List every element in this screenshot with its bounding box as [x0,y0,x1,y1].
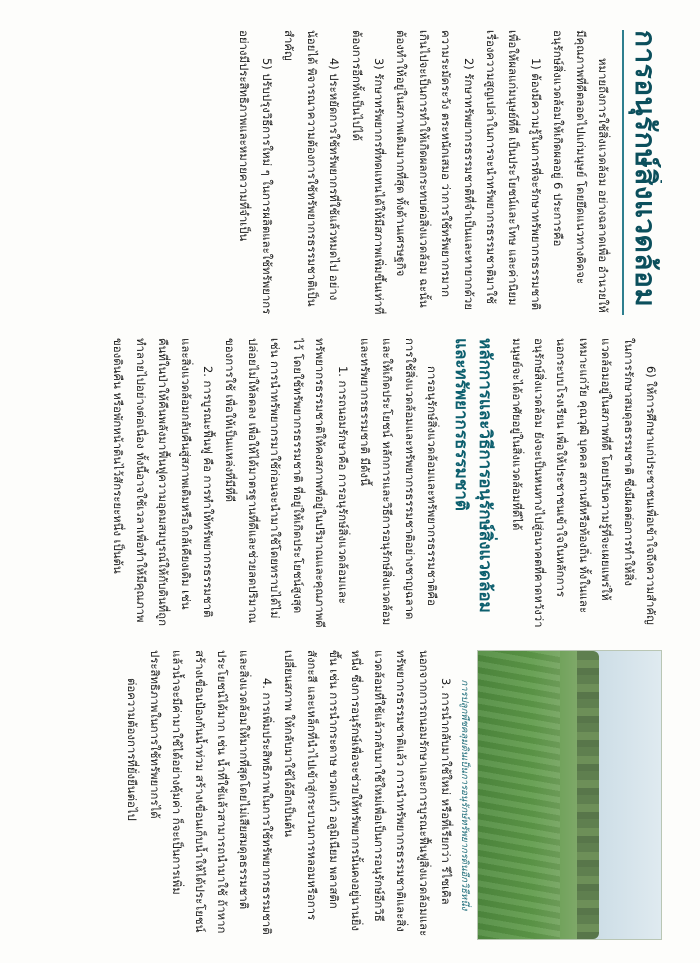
principle-3: 3) รักษาทรัพยากรที่ทดแทนได้ให้มีสภาพเพิ่มขึ้นเท่าที่ต้องการอีกทั้งเป็นไปได้ [349,30,386,315]
method-2: 2. การบูรณะฟื้นฟู คือ การทำให้ทรัพยากรธรรมชาติและสิ่งแวดล้อมกลับคืนสู่สภาพเดิมหรือใกล้เคียงเดิม เช่น คืนที่ในป่าให้คืนพลังมาฟื้นฟูความอุดมสมบูรณ์ให้กับดินที่ถูกทำลายไปอย่างต่อเนื่อง ทั้งนี้อาจใช้เวลาเพื่อทำให้มีคุณภาพของดินคืน หรือพักหน้าดินไว้สักระยะหนึ่ง เป็นต้น [111,338,216,626]
photo-tree-line [573,651,599,939]
method-1: 1. การถนอมรักษาคือ การอนุรักษ์สิ่งแวดล้อมและทรัพยากรธรรมชาติให้คงสภาพที่อยู่ในปริมาณและคุณภาพดีไว้ โดยใช้ทรัพยากรธรรมชาติ ที่อยู่ให้เกิดประโยชน์สูงสุด เช่น การนำทรัพยากรมาใช้ก่อนจะนำมาใช้โดยทราบได้ไม่ปล่อยไม่ให้ลดลง เพื่อให้ได้มาตรฐานที่ดีและช่วยลดปริมาณของการใช้ เพื่อให้เป็นแหล่งที่มีที่ดี [223,338,350,628]
photo-caption: การปลูกพืชคลุมดินเป็นการอนุรักษ์ทรัพยากรดินอีกวิธีหนึ่ง [459,679,470,911]
cover-crop-photo [477,650,662,940]
section-heading: หลักการและวิธีการอนุรักษ์สิ่งแวดล้อมและทรัพยากรธรรมชาติ [451,338,496,613]
document-title: การอนุรักษ์สิ่งแวดล้อม [622,30,662,315]
method-3: 3. การนำกลับมาใช้ใหม่ หรือที่เรียกว่า รีไซเคิล นอกจากการถนอมรักษาและการบูรณะฟื้นฟูสิ่งแวดล้อมและทรัพยากรธรรมชาติแล้ว การนำทรัพยากรธรรมชาติและสิ่งแวดล้อมที่ใช้แล้วกลับมาใช้ใหม่เพื่อเป็นการอนุรักษ์อีกวิธีหนึ่ง ซึ่งการอนุรักษ์เพื่อจะช่วยให้ทรัพยากรนั้นคงอยู่นานยิ่งขึ้น เช่น การนำกระดาษ ขวดแก้ว อลูมิเนียม พลาสติก สังกะสี และเหล็กที่นำไปเข้าสู่กระบวนการหลอมหรือการเปลี่ยนสภาพ ให้กลับมาใช้ได้อีกเป็นต้น [282,650,453,937]
principle-6: 6) ให้การศึกษาแก่ประชาชนเพื่อเข้าใจถึงความสำคัญในการรักษาสมดุลธรรมชาติ ซึ่งมีผลต่อการทำให้สิ่งแวดล้อมอยู่ในสภาพที่ดี โดยปรับความรู้ที่จะเผยแพร่ให้เหมาะแก่วัย คุณวุฒิ บุคคล สถานที่หรือท้องถิ่น ทั้งในและนอกระบบโรงเรียน เพื่อให้ประชาชนเข้าใจในหลักการอนุรักษ์สิ่งแวดล้อม ยังจะเป็นหนทางไปสู่อนาคตที่คาดหวังว่ามนุษย์จะได้อาศัยอยู่ในสิ่งแวดล้อมที่ดีได้ [509,338,658,628]
principle-2: 2) รักษาทรัพยากรธรรมชาติที่จำเป็นและหายากด้วยความระมัดระวัง ตระหนักเสมอ ว่าการใช้ทรัพยากรมากเกินไปจะเป็นการทำให้เกิดผลกระทบต่อสิ่งแวดล้อม ฉะนั้นต้องทำให้อยู่ในสภาพเดิมมากที่สุด ทั้งด้านเศรษฐกิจ [394,30,476,310]
principle-1: 1) ต้องมีความรู้ในการที่จะรักษาทรัพยากรธรรมชาติเพื่อให้ผลแก่มนุษย์ที่ดี เป็นประโยชน์และโทษ และค่านิยมเรื่องความสูญเปล่าในการจะนำทรัพยากรธรรมชาติมาใช้ [483,30,543,311]
principle-4: 4) ประหยัดการใช้ทรัพยากรที่ใช้แล้วหมดไป อย่าง น้อยได้ พิจารณาความต้องการใช้ทรัพยากรธรรมชาติเป็นสำคัญ [282,30,342,307]
intro-paragraph: หมายถึงการใช้สิ่งแวดล้อม อย่างฉลาดเพื่อ อำนวยให้มีคุณภาพที่ดีตลอดไปแก่มนุษย์ โดยยึดแนวทางคิดจะอนุรักษ์สิ่งแวดล้อมให้เกิดผลอยู่ 6 ประการคือ [551,30,610,313]
brochure-column-middle [22,338,662,628]
closing-line: ต่อความต้องการที่ยั่งยืนต่อไป [125,678,140,821]
photo-crop-rows [478,651,560,939]
brochure-column-right [22,650,662,940]
method-4: 4. การเพิ่มประสิทธิภาพในการใช้ทรัพยากรธรรมชาติและสิ่งแวดล้อมให้มากที่สุดโดยไม่เสียสมดุลธรรมชาติประโยชน์ได้มาก เช่น น้ำที่ใช้แล้วสามารถนำมาใช้ ถ้าหากสร้างเขื่อนป้องกันน้ำท่วม สร้างเขื่อนเก็บน้ำให้ได้ประโยชน์แล้วน้ำจะมีค่ามาใช้ได้อย่างคุ้มค่า ก็จะเป็นการเพิ่มประสิทธิภาพในการใช้ทรัพยากรได้ [147,650,274,935]
principle-5: 5) ปรับปรุงวิธีการใหม่ ๆ ในการผลิตและใช้ทรัพยากรอย่างมีประสิทธิภาพและหมายความที่จำเป็น [237,30,274,315]
brochure-column-left [22,30,662,315]
section-intro: การอนุรักษ์สิ่งแวดล้อมและทรัพยากรธรรมชาติคือ การใช้สิ่งแวดล้อมและทรัพยากรธรรมชาติอย่างชาญฉลาดและให้เกิดประโยชน์ หลักการและวิธีการอนุรักษ์สิ่งแวดล้อมและทรัพยากรธรรมชาติ มีดังนี้ [357,338,440,626]
